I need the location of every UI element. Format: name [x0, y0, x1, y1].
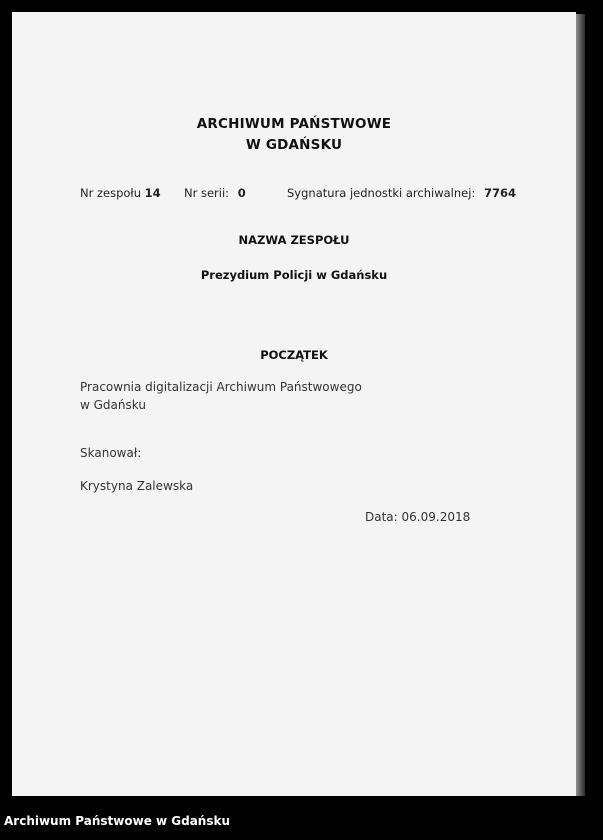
document-page — [12, 12, 576, 796]
scan-date — [365, 510, 470, 524]
series-number-label: Nr serii: — [184, 186, 230, 200]
fond-name-heading: NAZWA ZESPOŁU — [238, 233, 350, 247]
lab-line2: w Gdańsku — [80, 398, 146, 412]
series-number — [184, 186, 246, 200]
scanned-by-name: Krystyna Zalewska — [80, 479, 194, 493]
archive-name-line2: W GDAŃSKU — [245, 137, 343, 153]
fond-number-label: Nr zespołu — [80, 186, 141, 200]
archival-signature — [287, 186, 516, 200]
page-edge-shadow — [575, 14, 585, 796]
fond-number — [80, 186, 161, 200]
archive-name-line1: ARCHIWUM PAŃSTWOWE — [196, 116, 392, 132]
date-label: Data: — [365, 510, 398, 524]
lab-line1: Pracownia digitalizacji Archiwum Państwowego — [80, 380, 362, 394]
signature-value: 7764 — [483, 186, 516, 200]
date-value: 06.09.2018 — [401, 510, 471, 524]
signature-label: Sygnatura jednostki archiwalnej: — [287, 186, 476, 200]
scanned-by-label: Skanował: — [80, 446, 142, 460]
fond-number-value: 14 — [144, 186, 161, 200]
archive-watermark: Archiwum Państwowe w Gdańsku — [4, 814, 231, 828]
section-heading: POCZĄTEK — [260, 348, 328, 362]
fond-name: Prezydium Policji w Gdańsku — [200, 268, 388, 282]
series-number-value: 0 — [237, 186, 246, 200]
